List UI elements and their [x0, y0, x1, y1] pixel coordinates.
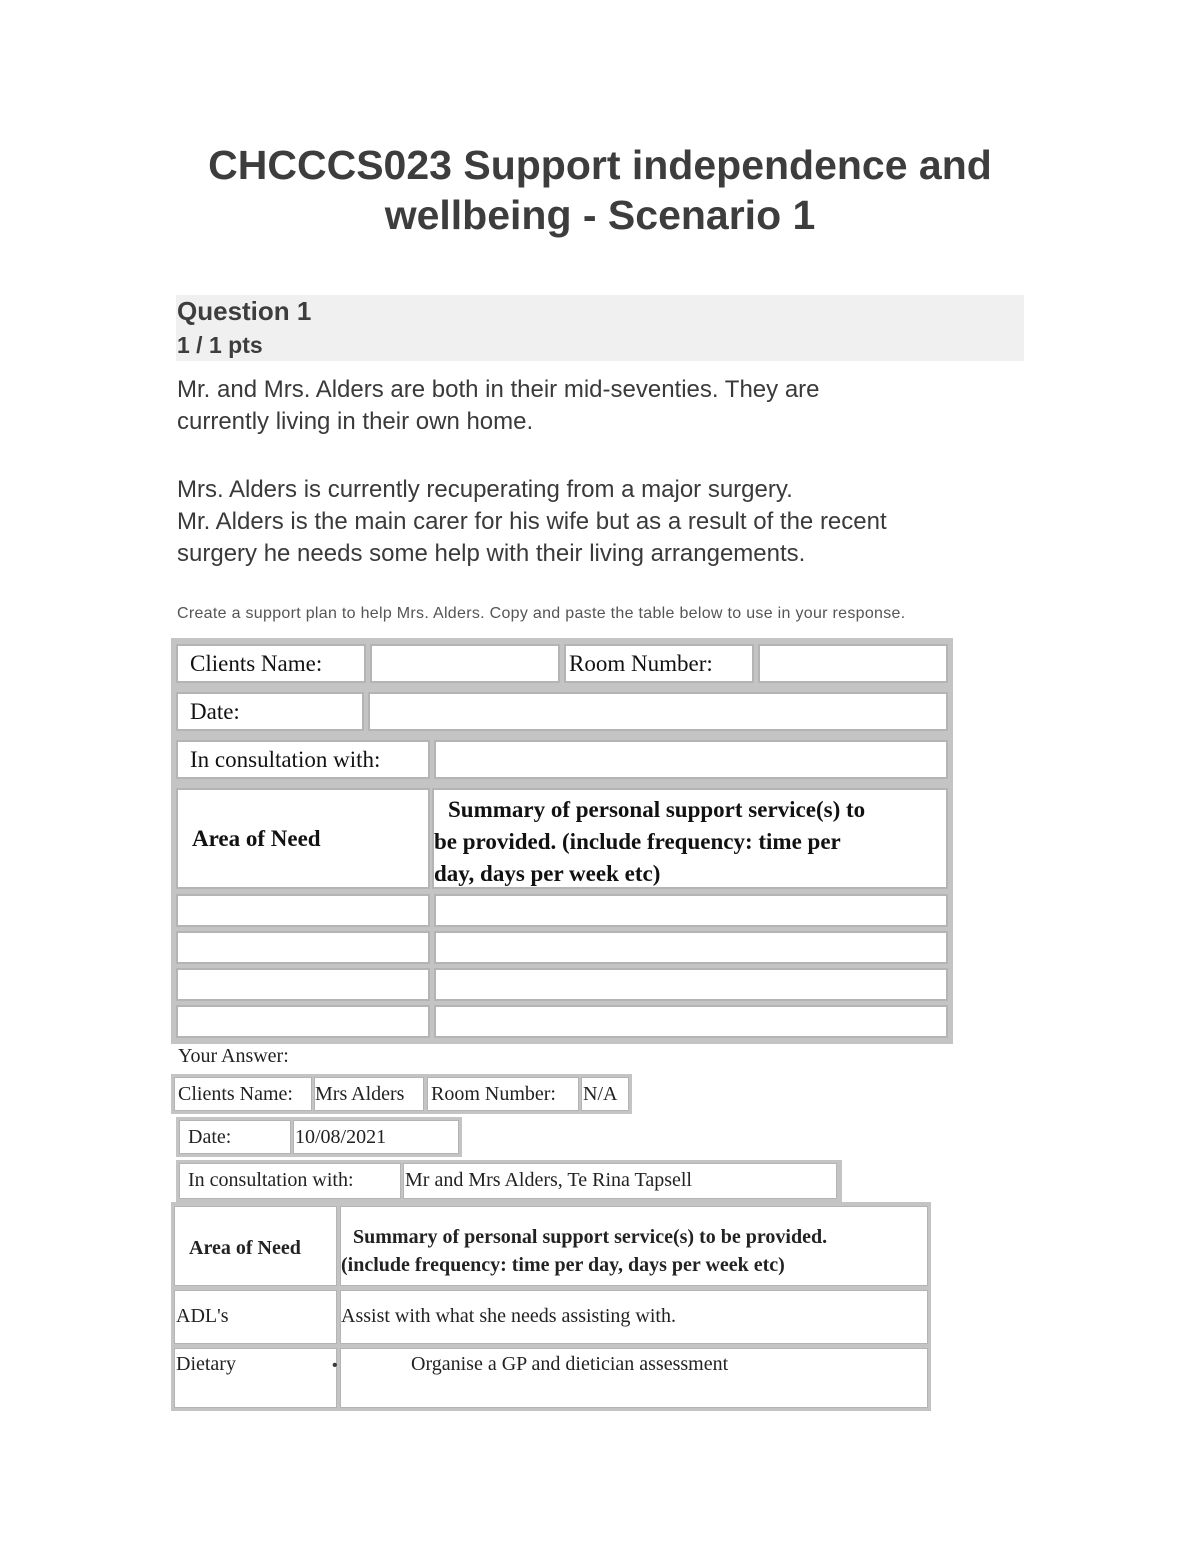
- template-empty-area: [176, 968, 430, 1001]
- answer-date-label: Date:: [179, 1120, 291, 1154]
- answer-consultation-value: Mr and Mrs Alders, Te Rina Tapsell: [403, 1163, 837, 1199]
- question-points: 1 / 1 pts: [177, 332, 263, 358]
- template-date-value: [368, 692, 948, 731]
- document-title: [120, 140, 1080, 240]
- template-clients-name-value: [370, 644, 560, 683]
- template-consultation-value: [434, 740, 948, 779]
- instruction-text: Create a support plan to help Mrs. Alders. Copy and paste the table below to use in your response.: [177, 605, 906, 622]
- template-consultation-label: In consultation with:: [176, 740, 430, 779]
- template-empty-area: [176, 931, 430, 964]
- answer-area-header: Area of Need: [174, 1206, 337, 1286]
- template-table: [171, 638, 953, 1044]
- question-title: Question 1: [177, 296, 312, 326]
- template-room-number-value: [758, 644, 948, 683]
- answer-consultation-label: In consultation with:: [179, 1163, 401, 1199]
- template-area-header: Area of Need: [176, 788, 430, 889]
- answer-row-area: Dietary: [174, 1348, 337, 1408]
- title-line-2: wellbeing - Scenario 1: [384, 192, 816, 238]
- template-empty-area: [176, 894, 430, 927]
- scenario-paragraph-2: [177, 474, 887, 570]
- answer-plan-table: [171, 1202, 931, 1411]
- answer-room-number-label: Room Number:: [427, 1077, 579, 1111]
- template-room-number-label: Room Number:: [564, 644, 754, 683]
- template-empty-summary: [434, 968, 948, 1001]
- answer-row-summary: Organise a GP and dietician assessment: [340, 1348, 928, 1408]
- scenario-paragraph-1: [177, 374, 820, 438]
- paragraph-line: currently living in their own home.: [177, 408, 534, 435]
- paragraph-line: Mrs. Alders is currently recuperating from a major surgery.: [177, 476, 793, 503]
- template-empty-summary: [434, 1005, 948, 1038]
- answer-summary-header: Summary of personal support service(s) to be provided. (include frequency: time per day, days per week etc): [340, 1206, 928, 1286]
- paragraph-line: surgery he needs some help with their living arrangements.: [177, 540, 806, 567]
- template-empty-summary: [434, 931, 948, 964]
- paragraph-line: Mr. Alders is the main carer for his wife but as a result of the recent: [177, 508, 887, 535]
- answer-room-number-value: N/A: [581, 1077, 629, 1111]
- answer-date-row: [176, 1117, 462, 1157]
- your-answer-heading: Your Answer:: [178, 1045, 289, 1067]
- answer-date-value: 10/08/2021: [293, 1120, 459, 1154]
- bullet-point: •: [332, 1357, 338, 1374]
- template-date-label: Date:: [176, 692, 364, 731]
- template-clients-name-label: Clients Name:: [176, 644, 366, 683]
- answer-clients-name-label: Clients Name:: [174, 1077, 312, 1111]
- answer-row-summary: Assist with what she needs assisting with.: [340, 1290, 928, 1344]
- template-empty-summary: [434, 894, 948, 927]
- title-line-1: CHCCCS023 Support independence and: [208, 142, 992, 188]
- answer-clients-name-value: Mrs Alders: [314, 1077, 424, 1111]
- answer-name-row: [171, 1074, 632, 1114]
- template-empty-area: [176, 1005, 430, 1038]
- paragraph-line: Mr. and Mrs. Alders are both in their mid-seventies. They are: [177, 376, 820, 403]
- answer-consultation-row: [176, 1160, 842, 1202]
- template-summary-header: Summary of personal support service(s) to be provided. (include frequency: time per day, days per week etc): [432, 788, 948, 889]
- answer-row-area: ADL's: [174, 1290, 337, 1344]
